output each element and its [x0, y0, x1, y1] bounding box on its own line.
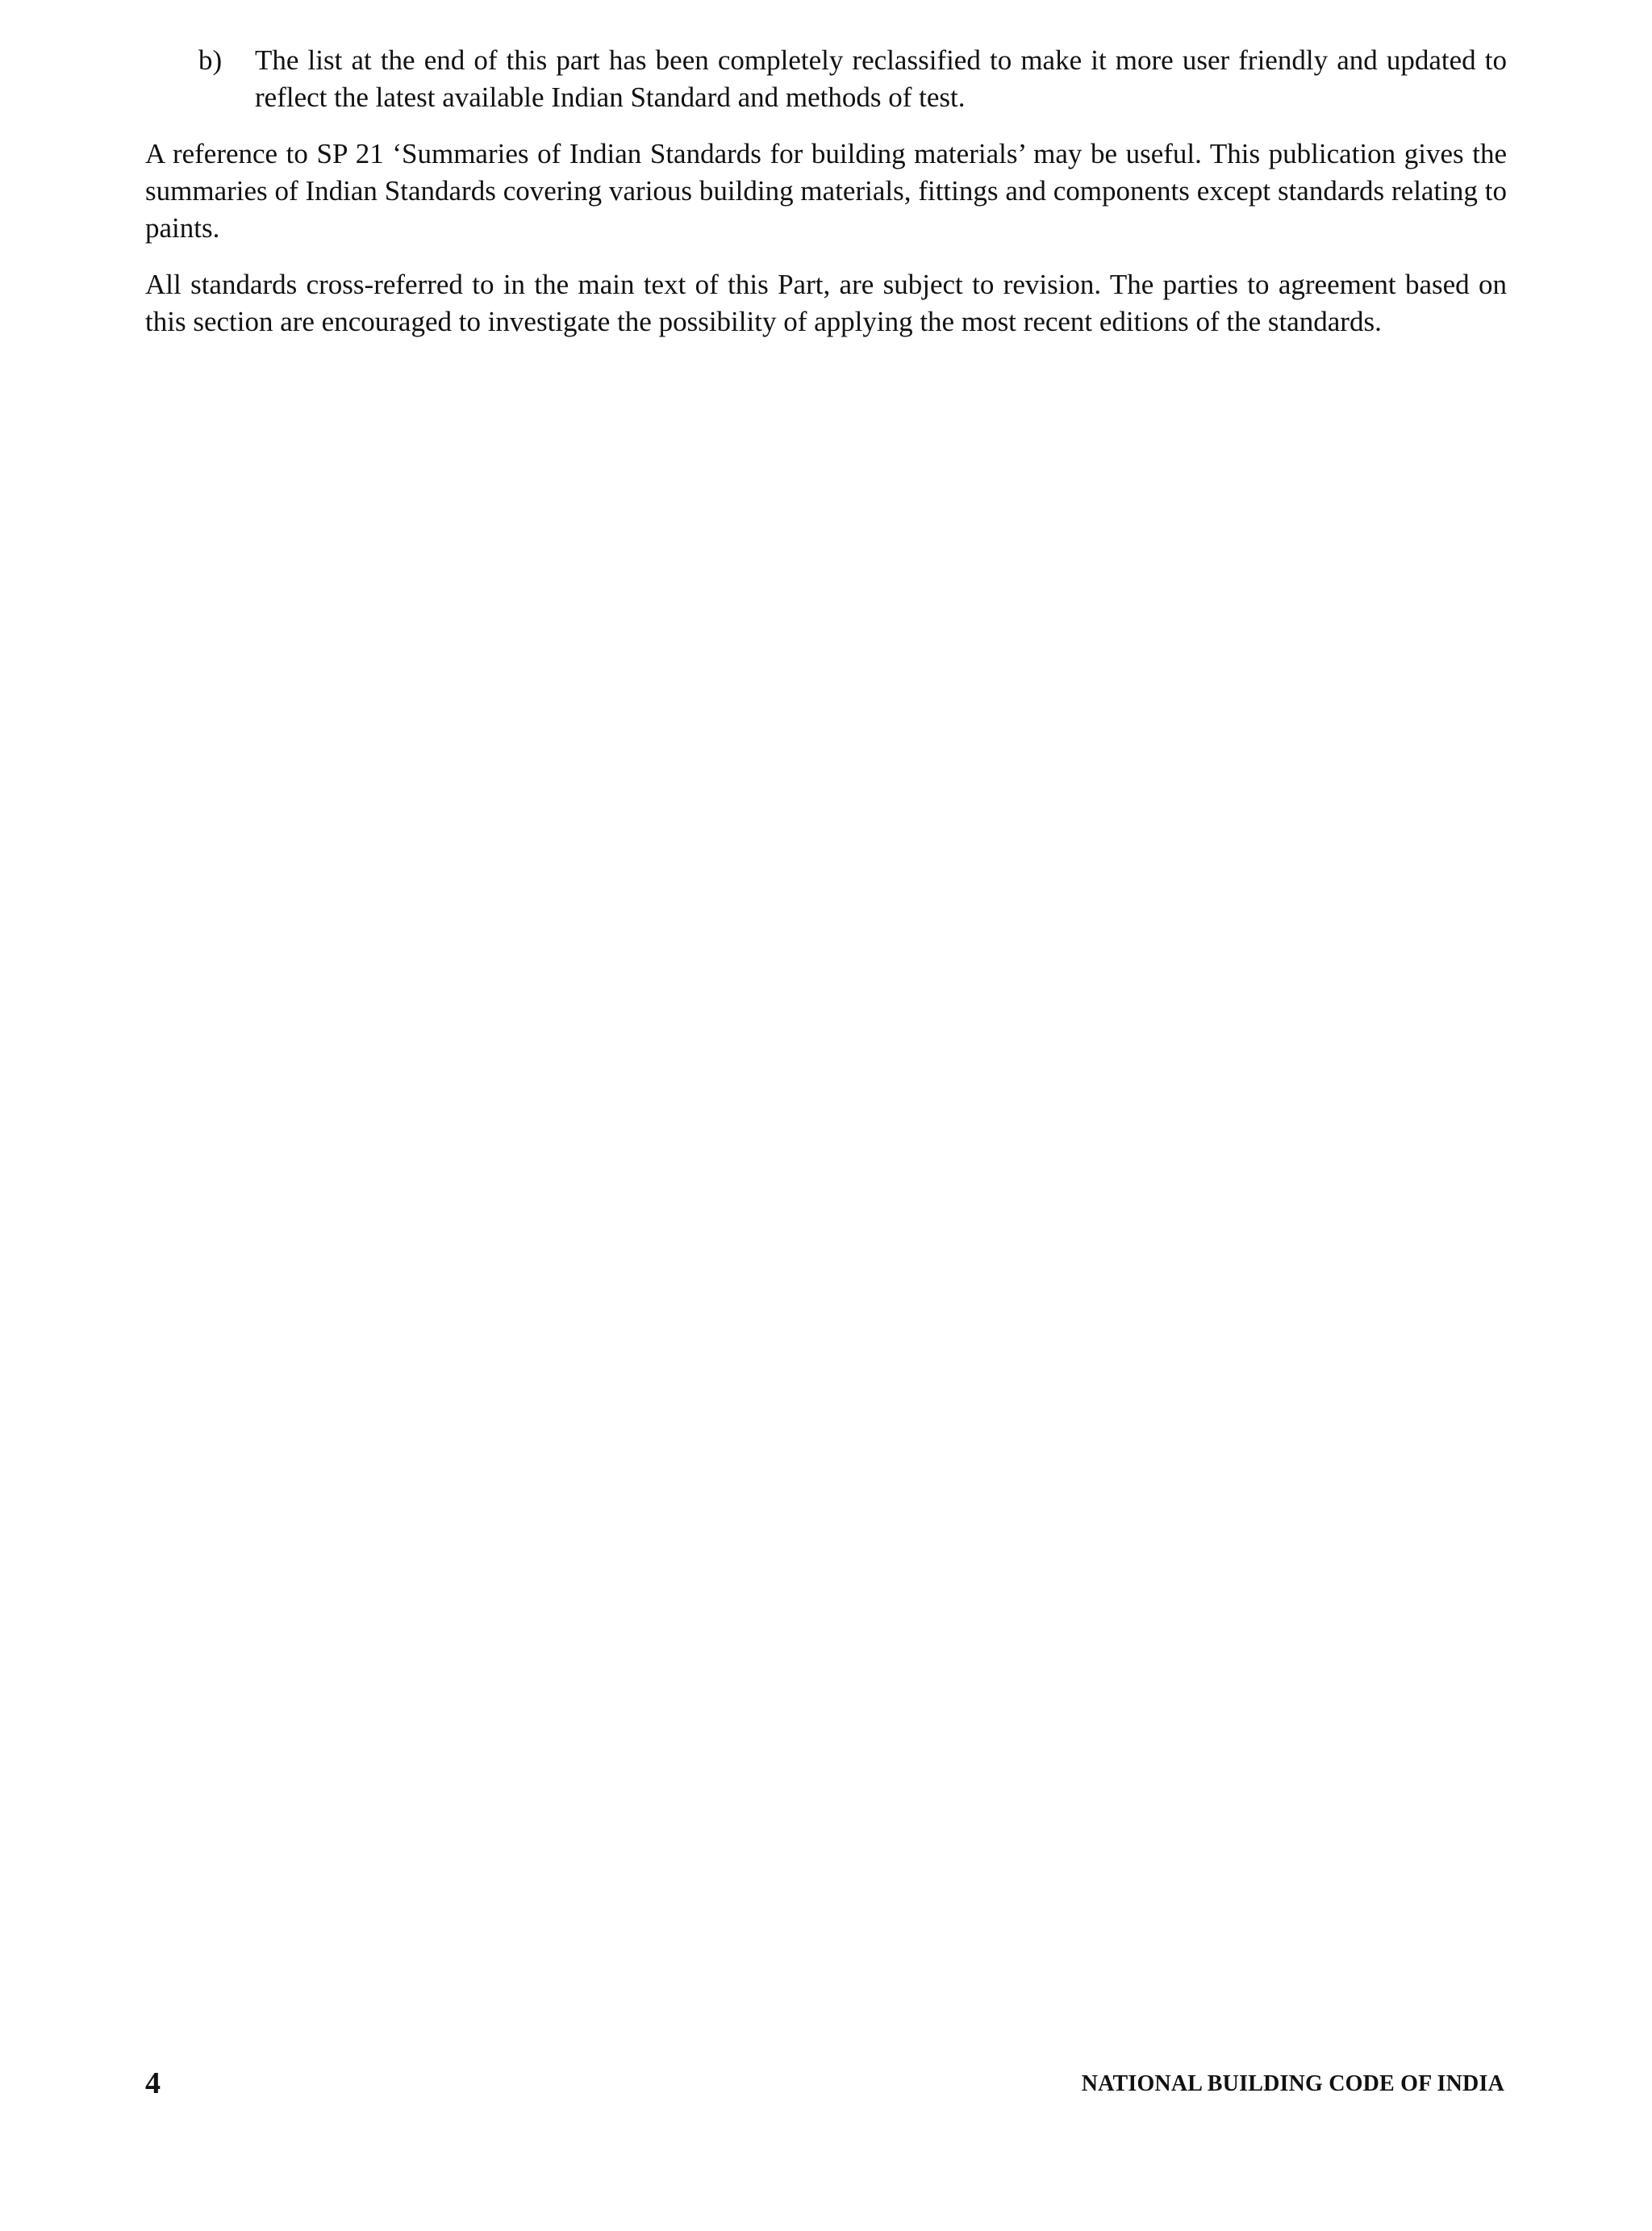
page-content	[145, 42, 1507, 360]
footer-title: NATIONAL BUILDING CODE OF INDIA	[1081, 2071, 1504, 2096]
standards-revision-paragraph: All standards cross-referred to in the main text of this Part, are subject to revision. The parties to agreement based on this section are encouraged to investigate the possibility of applying the most recent editions of the standards.	[145, 269, 1507, 337]
list-marker: b)	[198, 44, 223, 76]
list-item-text: The list at the end of this part has been completely reclassified to make it more user friendly and updated to reflect the latest available Indian Standard and methods of test.	[255, 44, 1507, 113]
list-item	[145, 42, 1507, 116]
reference-paragraph: A reference to SP 21 ‘Summaries of Indian Standards for building materials’ may be useful. This publication gives the summaries of Indian Standards covering various building materials, fittings and components except standards relating to paints.	[145, 138, 1507, 244]
page-number: 4	[145, 2066, 161, 2100]
